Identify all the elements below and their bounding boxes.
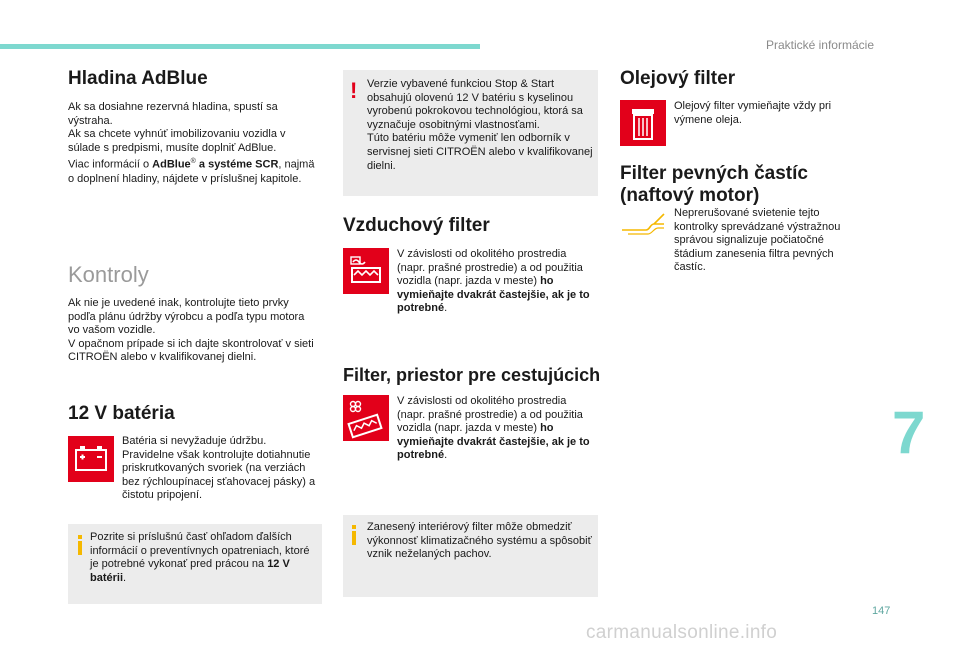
page-number: 147 xyxy=(872,605,891,617)
battery-icon xyxy=(68,436,114,482)
kontroly-heading: Kontroly xyxy=(68,262,149,287)
dpf-warning-icon xyxy=(620,208,666,236)
vzduchovy-text: V závislosti od okolitého prostredia (napr. prašné prostredie) a od použitia vozidla (napr. jazda v meste) ho vymieňajte dvakrát častejšie, ak je to potrebné. xyxy=(397,248,590,315)
warning-icon: ! xyxy=(350,78,358,103)
header-accent-bar xyxy=(0,44,480,49)
kabina-text: V závislosti od okolitého prostredia (napr. prašné prostredie) a od použitia vozidla (napr. jazda v meste) ho vymieňajte dvakrát častejšie, ak je to potrebné. xyxy=(397,395,590,462)
bateria-text: Batéria si nevyžaduje údržbu. Pravidelne však kontrolujte dotiahnutie priskrutkovaných svoriek (na verziách bez rýchloupínacej sťahovacej pásky) a čistotu pripojení. xyxy=(122,435,316,502)
chapter-number: 7 xyxy=(892,399,926,466)
olejovy-heading: Olejový filter xyxy=(620,68,736,89)
olejovy-text: Olejový filter vymieňajte vždy pri výmene oleja. xyxy=(674,100,832,126)
dpf-heading-line1: Filter pevných častíc xyxy=(620,163,808,184)
adblue-text: Ak sa dosiahne rezervná hladina, spustí sa výstraha. Ak sa chcete vyhnúť imobilizovaniu vozidla v súlade s predpismi, musíte doplniť AdBlue. Viac informácií o AdBlue® a systéme SCR, najmä o doplnení hladiny, nájdete v príslušnej kapitole. xyxy=(68,101,315,185)
bateria-heading: 12 V batéria xyxy=(68,403,175,424)
vzduchovy-heading: Vzduchový filter xyxy=(343,215,490,236)
kabina-heading: Filter, priestor pre cestujúcich xyxy=(343,365,601,385)
dpf-text: Neprerušované svietenie tejto kontrolky sprevádzané výstražnou správou signalizuje počiatočné štádium zanesenia filtra pevných častíc. xyxy=(674,207,841,274)
adblue-heading: Hladina AdBlue xyxy=(68,68,208,89)
info-icon xyxy=(78,541,82,555)
cabin-filter-icon xyxy=(343,395,389,441)
kabina-info-text: Zanesený interiérový filter môže obmedziť výkonnosť klimatizačného systému a spôsobiť vznik neželaných pachov. xyxy=(367,521,592,561)
info-icon xyxy=(352,531,356,545)
watermark: carmanualsonline.info xyxy=(586,622,778,643)
section-title: Praktické informácie xyxy=(765,38,874,52)
oil-filter-icon xyxy=(620,100,666,146)
kontroly-text: Ak nie je uvedené inak, kontrolujte tieto prvky podľa plánu údržby výrobcu a podľa typu motora vo vašom vozidle. V opačnom prípade si ich dajte skontrolovať v sieti CITROËN alebo v kvalifikovanej dielni. xyxy=(68,297,314,364)
bateria-info-text: Pozrite si príslušnú časť ohľadom ďalších informácií o preventívnych opatreniach, ktoré je potrebné vykonať pred prácou na 12 V batérii. xyxy=(90,531,310,584)
dpf-heading-line2: (naftový motor) xyxy=(620,184,760,206)
dpf-heading xyxy=(620,163,808,207)
stopstart-warning-text: Verzie vybavené funkciou Stop & Start obsahujú olovenú 12 V batériu s kyselinou vyrobenú pokrokovou technológiou, ktorá sa vyznačuje osobitnými vlastnosťami. Túto batériu môže vymeniť len odborník v servisnej sieti CITROËN alebo v kvalifikovanej dielni. xyxy=(367,78,593,172)
air-filter-icon xyxy=(343,248,389,294)
